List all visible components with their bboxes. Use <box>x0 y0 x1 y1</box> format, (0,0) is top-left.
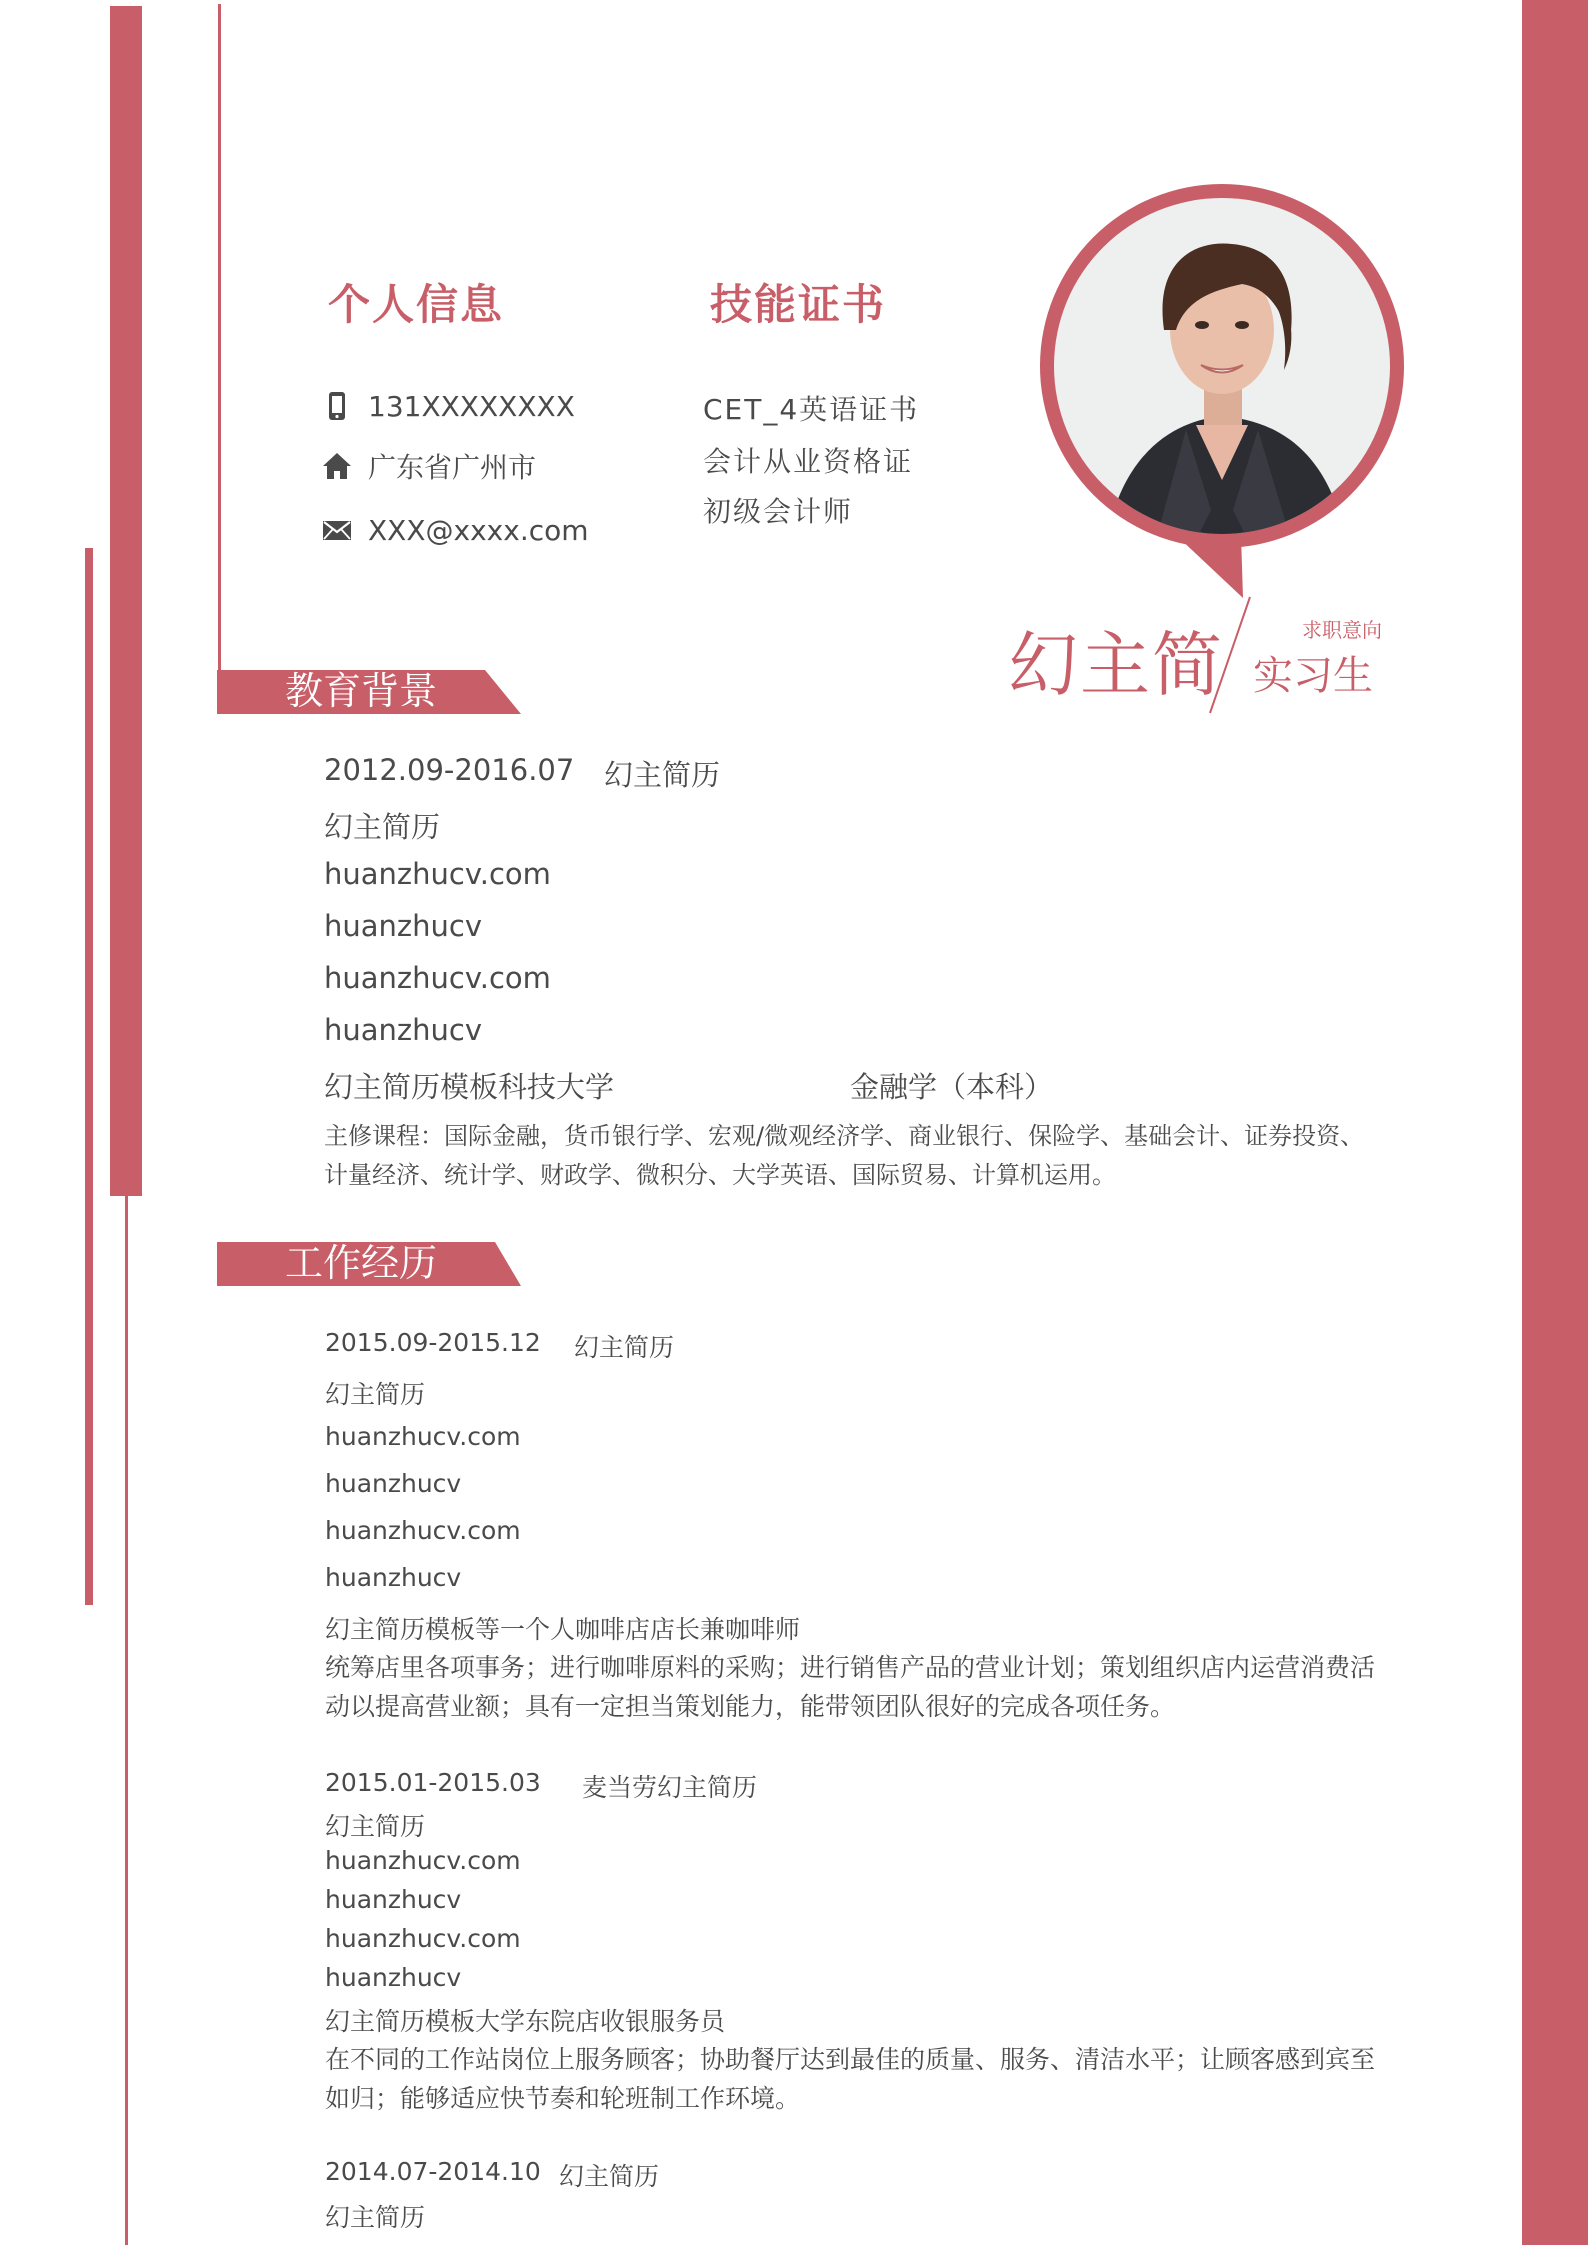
home-icon <box>322 451 352 481</box>
personal-info-heading: 个人信息 <box>328 280 505 329</box>
candidate-name: 幻主简 <box>1008 624 1224 706</box>
education-line: 幻主简历 <box>324 810 441 844</box>
education-line: huanzhucv.com <box>324 857 551 891</box>
envelope-icon <box>322 515 352 545</box>
education-heading: 教育背景 <box>285 669 438 713</box>
course-list: 主修课程：国际金融，货币银行学、宏观/微观经济学、商业银行、保险学、基础会计、证券投资、计量经济、统计学、财政学、微积分、大学英语、国际贸易、计算机运用。 <box>324 1122 1365 1189</box>
education-line: huanzhucv <box>324 909 482 943</box>
education-title: 幻主简历 <box>604 758 721 792</box>
education-heading-band <box>217 670 521 714</box>
certificate-item: 初级会计师 <box>703 495 854 528</box>
work-heading-band <box>217 1242 521 1286</box>
address-text: 广东省广州市 <box>368 451 537 484</box>
email-address: XXX@xxxx.com <box>368 513 589 547</box>
skills-heading: 技能证书 <box>710 280 887 329</box>
intention-label: 求职意向 <box>1302 618 1382 642</box>
certificate-item: 会计从业资格证 <box>703 445 914 478</box>
work-line: huanzhucv <box>325 1469 462 1498</box>
work-heading: 工作经历 <box>285 1241 438 1285</box>
header-divider-line <box>218 4 221 672</box>
work-line: 幻主简历 <box>325 1380 426 1409</box>
left-accent-bar-thin <box>85 548 93 1605</box>
school-name: 幻主简历模板科技大学 <box>324 1070 615 1104</box>
work-company: 幻主简历 <box>574 1333 675 1362</box>
mobile-phone-icon <box>322 391 352 421</box>
left-accent-line <box>125 1196 128 2245</box>
email-row <box>322 510 589 550</box>
work-line: huanzhucv.com <box>325 1422 521 1451</box>
work-line: huanzhucv <box>325 1563 462 1592</box>
work-line: 幻主简历 <box>325 2203 426 2232</box>
right-accent-bar <box>1522 0 1588 2245</box>
major: 金融学（本科） <box>850 1070 1054 1104</box>
work-role: 幻主简历模板等一个人咖啡店店长兼咖啡师 <box>325 1615 801 1644</box>
education-date: 2012.09-2016.07 <box>324 753 575 787</box>
phone-row <box>322 386 575 426</box>
work-description: 在不同的工作站岗位上服务顾客；协助餐厅达到最佳的质量、服务、清洁水平；让顾客感到宾至如归；能够适应快节奏和轮班制工作环境。 <box>325 2045 1376 2113</box>
slash-divider <box>1205 595 1255 715</box>
work-line: huanzhucv <box>325 1963 462 1992</box>
phone-number: 131XXXXXXXX <box>368 389 575 423</box>
work-date: 2015.01-2015.03 <box>325 1768 541 1797</box>
left-accent-bar-wide <box>110 6 142 1196</box>
job-intention: 实习生 <box>1253 653 1373 699</box>
work-date: 2015.09-2015.12 <box>325 1328 541 1357</box>
education-line: huanzhucv.com <box>324 961 551 995</box>
work-company: 麦当劳幻主简历 <box>582 1773 758 1802</box>
work-role: 幻主简历模板大学东院店收银服务员 <box>325 2007 726 2036</box>
work-company: 幻主简历 <box>559 2162 660 2191</box>
work-line: huanzhucv.com <box>325 1846 521 1875</box>
work-line: huanzhucv.com <box>325 1924 521 1953</box>
work-line: huanzhucv.com <box>325 1516 521 1545</box>
work-description: 统筹店里各项事务；进行咖啡原料的采购；进行销售产品的营业计划；策划组织店内运营消费活动以提高营业额；具有一定担当策划能力，能带领团队很好的完成各项任务。 <box>325 1653 1376 1721</box>
profile-photo <box>1036 180 1416 600</box>
work-line: huanzhucv <box>325 1885 462 1914</box>
certificate-item: CET_4英语证书 <box>703 393 920 426</box>
education-line: huanzhucv <box>324 1013 482 1047</box>
address-row <box>322 446 536 486</box>
work-line: 幻主简历 <box>325 1812 426 1841</box>
work-date: 2014.07-2014.10 <box>325 2157 541 2186</box>
